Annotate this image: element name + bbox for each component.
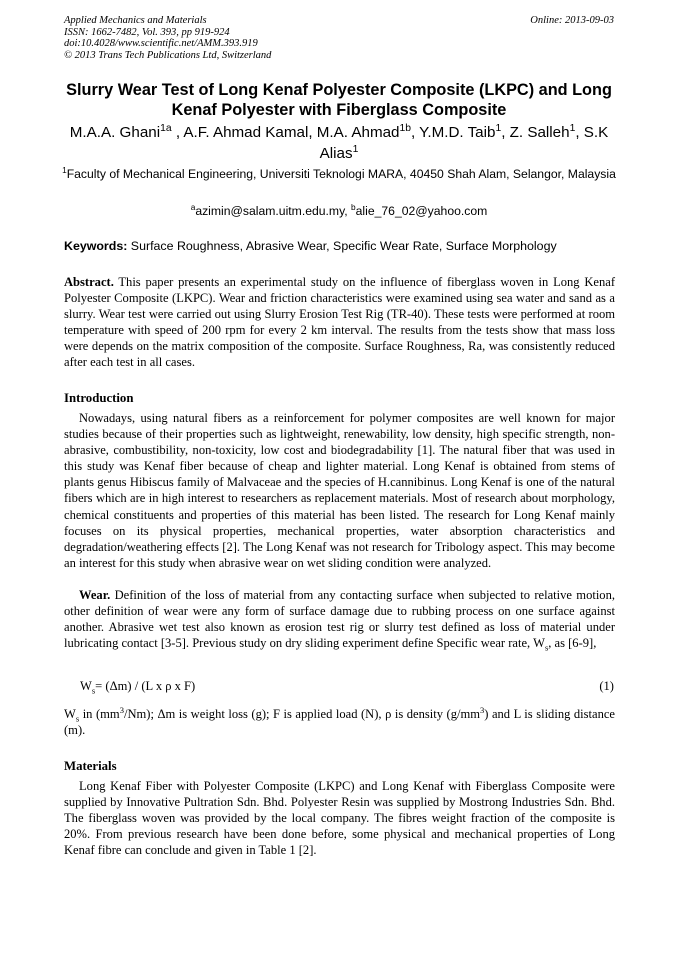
superscript: 3 xyxy=(119,704,124,715)
def-symbol: W xyxy=(64,707,76,721)
def-text: in (mm xyxy=(79,707,120,721)
subscript: s xyxy=(75,713,80,724)
affiliation-mark: 1 xyxy=(62,164,67,175)
author-affil-mark: 1b xyxy=(399,122,412,134)
email-a: azimin@salam.uitm.edu.my, xyxy=(195,204,352,218)
subscript: s xyxy=(544,642,549,653)
doi-line: doi:10.4028/www.scientific.net/AMM.393.919 xyxy=(64,38,258,49)
abstract xyxy=(64,274,615,371)
keywords-label: Keywords: xyxy=(64,239,128,253)
materials-paragraph: Long Kenaf Fiber with Polyester Composite (LKPC) and Long Kenaf with Fiberglass Composite were supplied by Innovative Pultration Sdn. Bhd. Polyester Resin was supplied by Mostrong Industries Sdn. Bhd. The fiberglass woven was provided by the local company. The fibres weight fraction of the composite is 20%. From previous research have been done before, some physical and mechanical properties of Long Kenaf fibre can conclude and given in Table 1 [2]. xyxy=(64,779,615,858)
introduction-heading: Introduction xyxy=(64,391,134,405)
wear-text-end: , as [6-9], xyxy=(548,636,597,651)
materials-heading: Materials xyxy=(64,759,117,773)
email-mark: a xyxy=(190,201,196,212)
equation xyxy=(80,678,195,694)
keywords-text: Surface Roughness, Abrasive Wear, Specific Wear Rate, Surface Morphology xyxy=(127,239,557,253)
author-list xyxy=(60,122,618,164)
def-text: /Nm); Δm is weight loss (g); F is applied load (N), ρ is density (g/mm xyxy=(123,707,480,721)
equation-number: (1) xyxy=(599,679,614,693)
online-date: Online: 2013-09-03 xyxy=(530,15,614,26)
issn-line: ISSN: 1662-7482, Vol. 393, pp 919-924 xyxy=(64,26,230,38)
email-b: alie_76_02@yahoo.com xyxy=(355,204,488,218)
wear-paragraph xyxy=(64,587,615,651)
author-affil-mark: 1 xyxy=(569,122,576,134)
def-text: ) and L is sliding distance (m). xyxy=(64,707,615,738)
equation-rhs: = (Δm) / (L x ρ x F) xyxy=(95,679,196,693)
affiliation xyxy=(60,165,618,183)
author-name: , S.K Alias xyxy=(319,124,609,162)
journal-name: Applied Mechanics and Materials xyxy=(64,15,207,26)
abstract-label: Abstract. xyxy=(64,275,114,289)
author-name: , Z. Salleh xyxy=(501,124,570,141)
equation-lhs: W xyxy=(80,679,92,693)
subscript: s xyxy=(91,685,96,696)
author-name: , A.F. Ahmad Kamal, M.A. Ahmad xyxy=(171,124,400,141)
keywords xyxy=(64,238,616,254)
abstract-text: This paper presents an experimental study on the influence of fiberglass woven in Long Kenaf Polyester Composite (LKPC). Wear and friction characteristics were examined using sea water and sand as a slurry. Wear test were carried out using Slurry Erosion Test Rig (TR-40). These tests were performed at room temperature with speed of 200 rpm for every 2 km interval. The results from the tests show that mass loss were depends on the matrix composition of the composite. Surface Roughness, Ra, was consistently reduced after each test in all cases. xyxy=(64,275,615,370)
author-affil-mark: 1 xyxy=(495,122,502,134)
superscript: 3 xyxy=(479,704,485,715)
author-name: M.A.A. Ghani xyxy=(69,124,161,141)
paper-title: Slurry Wear Test of Long Kenaf Polyester Composite (LKPC) and Long Kenaf Polyester with Fiberglass Composite xyxy=(66,81,612,119)
running-header xyxy=(64,15,271,61)
affiliation-text: Faculty of Mechanical Engineering, Universiti Teknologi MARA, 40450 Shah Alam, Selangor, Malaysia xyxy=(66,167,616,181)
copyright-line: © 2013 Trans Tech Publications Ltd, Switzerland xyxy=(64,49,272,61)
author-affil-mark: 1 xyxy=(352,143,359,155)
wear-text: Definition of the loss of material from any contacting surface when subjected to relative motion, other definition of wear were any form of surface damage due to rubbing process on one surface against another. Abrasive wet test also known as erosion test rig or slurry test defined as loss of material under lubricating contact [3-5]. Previous study on dry sliding experiment define Specific wear rate, W xyxy=(64,588,615,651)
author-name: , Y.M.D. Taib xyxy=(411,124,496,141)
email-mark: b xyxy=(351,201,356,212)
equation-definition xyxy=(64,706,615,738)
wear-label: Wear. xyxy=(79,588,111,602)
introduction-paragraph: Nowadays, using natural fibers as a reinforcement for polymer composites are well known for major studies because of their properties such as lightweight, renewability, low density, high specific strength, non-abrasive, combustibility, non-toxicity, low cost and biodegradability [1]. The natural fiber that was used in this study was Kenaf fiber because of cheap and lighter material. Long Kenaf is obtained from stems of plants genus Hibiscus family of Malvaceae and the species of H.cannibinus. Long Kenaf is one of the natural fibers which are in high interest to researchers as replacement materials. Most of research about morphology, chemical constituents and properties of this material has been listed. The research for Long Kenaf mainly focuses on its physical properties, mechanical properties, water absorption characteristics and degradation/weathering effects [2]. The Long Kenaf was not research for Tribology aspect. This may become an interest for this study when abrasive wear on wet sliding condition were analyzed. xyxy=(64,411,615,570)
author-affil-mark: 1a xyxy=(160,122,172,134)
email-line xyxy=(60,202,618,220)
